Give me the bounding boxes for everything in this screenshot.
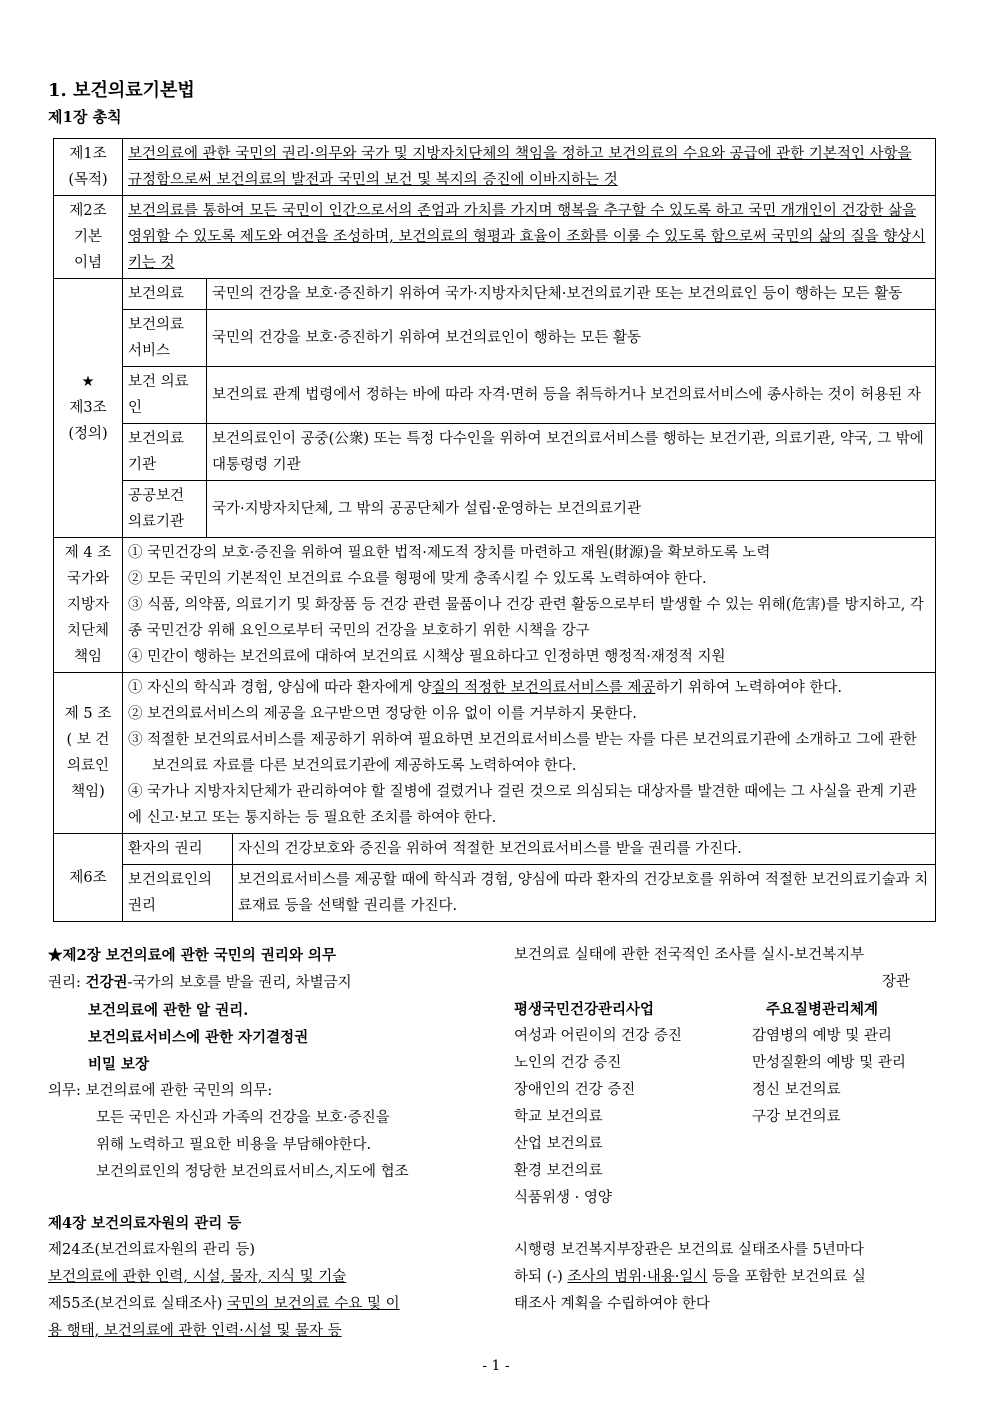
list-item: 정신 보건의료 — [752, 1082, 841, 1098]
article-5-row — [54, 673, 936, 834]
article-text: 보건의료를 통하여 모든 국민이 인간으로서의 존엄과 가치를 가지며 행복을 추구할 수 있도록 하고 국민 개개인이 건강한 삶을 영위할 수 있도록 제도와 여건을 조성하며, 보건의료의 형평과 효율이 조화를 이룰 수 있도록 함으로써 국민의 삶의 질을 향상시키는 것 — [123, 196, 936, 279]
rights-line: 보건의료에 관한 알 권리. — [88, 1002, 249, 1019]
term-cell: 보건의료 기관 — [123, 424, 207, 481]
article-label: 제2조 기본 이념 — [54, 196, 123, 279]
article-label: 제1조 (목적) — [54, 139, 123, 196]
term-cell: 보건의료인의 권리 — [123, 865, 233, 922]
list-item: 학교 보건의료 — [514, 1109, 603, 1125]
list-item: ③ 식품, 의약품, 의료기기 및 화장품 등 건강 관련 물품이나 건강 관련 활동으로부터 발생할 수 있는 위해(危害)를 방지하고, 각종 국민건강 위해 요인으로부터 국민의 건강을 보호하기 위한 시책을 강구 — [128, 597, 924, 639]
article-6-row — [54, 834, 936, 865]
decree-line: 태조사 계획을 수립하여야 한다 — [514, 1296, 710, 1312]
list-item: 식품위생 · 영양 — [514, 1190, 612, 1206]
definition-cell: 보건의료인이 공중(公衆) 또는 특정 다수인을 위하여 보건의료서비스를 행하는 보건기관, 의료기관, 약국, 그 밖에 대통령령 기관 — [207, 424, 936, 481]
article-2-row — [54, 196, 936, 279]
law-table — [53, 138, 936, 922]
list-item: 환경 보건의료 — [514, 1163, 603, 1179]
rights-line: 비밀 보장 — [88, 1056, 150, 1073]
term-cell: 보건의료 — [123, 279, 207, 310]
article-text: 보건의료에 관한 국민의 권리·의무와 국가 및 지방자치단체의 책임을 정하고 보건의료의 수요와 공급에 관한 기본적인 사항을 규정함으로써 보건의료의 발전과 국민의 보건 및 복지의 증진에 이바지하는 것 — [123, 139, 936, 196]
term-cell: 보건 의료인 — [123, 367, 207, 424]
page-title: 1. 보건의료기본법 — [48, 80, 195, 101]
definition-cell: 국민의 건강을 보호·증진하기 위하여 국가·지방자치단체·보건의료기관 또는 보건의료인 등이 행하는 모든 활동 — [207, 279, 936, 310]
duty-line: 모든 국민은 자신과 가족의 건강을 보호·증진을 — [96, 1110, 390, 1126]
article-text — [123, 538, 936, 673]
article-label: ★ 제3조 (정의) — [54, 279, 123, 538]
list-item: ④ 국가나 지방자치단체가 관리하여야 할 질병에 걸렸거나 걸린 것으로 의심되는 대상자를 발견한 때에는 그 사실을 관계 기관에 신고·보고 또는 통지하는 등 필요한 조치를 하여야 한다. — [128, 784, 917, 826]
list-item: 만성질환의 예방 및 관리 — [752, 1055, 906, 1071]
list-item: 감염병의 예방 및 관리 — [752, 1028, 892, 1044]
program-heading: 평생국민건강관리사업 — [514, 1001, 655, 1018]
chapter-heading: 제1장 총칙 — [48, 108, 122, 126]
duty-line: 보건의료인의 정당한 보건의료서비스,지도에 협조 — [96, 1164, 409, 1180]
disease-heading: 주요질병관리체계 — [766, 1001, 879, 1018]
definition-cell: 국민의 건강을 보호·증진하기 위하여 보건의료인이 행하는 모든 활동 — [207, 310, 936, 367]
chapter4-heading: 제4장 보건의료자원의 관리 등 — [48, 1215, 242, 1232]
article-4-row — [54, 538, 936, 673]
term-cell: 공공보건 의료기관 — [123, 481, 207, 538]
article-1-row — [54, 139, 936, 196]
duty-line: 의무: 보건의료에 관한 국민의 의무: — [48, 1083, 273, 1099]
definition-cell: 보건의료 관계 법령에서 정하는 바에 따라 자격·면허 등을 취득하거나 보건의료서비스에 종사하는 것이 허용된 자 — [207, 367, 936, 424]
left-chapter4 — [48, 1210, 488, 1345]
rights-line: 권리: 건강권-국가의 보호를 받을 권리, 차별금지 — [48, 974, 352, 991]
list-item: ① 자신의 학식과 경험, 양심에 따라 환자에게 양질의 적정한 보건의료서비스를 제공하기 위하여 노력하여야 한다. — [128, 680, 842, 696]
list-item: ① 국민건강의 보호·증진을 위하여 필요한 법적·제도적 장치를 마련하고 재원(財源)을 확보하도록 노력 — [128, 545, 771, 561]
list-item: ② 보건의료서비스의 제공을 요구받으면 정당한 이유 없이 이를 거부하지 못한다. — [128, 706, 637, 722]
article-24-text: 보건의료에 관한 인력, 시설, 물자, 지식 및 기술 — [48, 1269, 347, 1285]
list-item: 장애인의 건강 증진 — [514, 1082, 636, 1098]
article-text — [123, 673, 936, 834]
survey-line: 보건의료 실태에 관한 전국적인 조사를 실시-보건복지부 — [514, 947, 865, 963]
disease-list — [752, 1023, 906, 1131]
article-label: 제6조 — [54, 834, 123, 922]
left-column — [48, 942, 518, 1186]
definition-cell: 보건의료서비스를 제공할 때에 학식과 경험, 양심에 따라 환자의 건강보호를 위하여 적절한 보건의료기술과 치료재료 등을 선택할 권리를 가진다. — [233, 865, 936, 922]
list-item: ④ 민간이 행하는 보건의료에 대하여 보건의료 시책상 필요하다고 인정하면 행정적·재정적 지원 — [128, 649, 726, 665]
survey-line: 장관 — [881, 974, 910, 990]
decree-line: 시행령 보건복지부장관은 보건의료 실태조사를 5년마다 — [514, 1242, 864, 1258]
decree-paragraph — [514, 1237, 946, 1318]
article-55-text: 용 행태, 보건의료에 관한 인력·시설 및 물자 등 — [48, 1323, 342, 1339]
list-item: ② 모든 국민의 기본적인 보건의료 수요를 형평에 맞게 충족시킬 수 있도록 노력하여야 한다. — [128, 571, 707, 587]
definition-cell: 자신의 건강보호와 증진을 위하여 적절한 보건의료서비스를 받을 권리를 가진다. — [233, 834, 936, 865]
decree-line: 하되 (-) 조사의 범위·내용·일시 등을 포함한 보건의료 실 — [514, 1269, 866, 1285]
article-55: 제55조(보건의료 실태조사) 국민의 보건의료 수요 및 이 — [48, 1296, 400, 1312]
list-item: ③ 적절한 보건의료서비스를 제공하기 위하여 필요하면 보건의료서비스를 받는 자를 다른 보건의료기관에 소개하고 그에 관한 보건의료 자료를 다른 보건의료기관에 제공하도록 노력하여야 한다. — [128, 732, 917, 774]
duty-line: 위해 노력하고 필요한 비용을 부담해야한다. — [96, 1137, 372, 1153]
list-item: 산업 보건의료 — [514, 1136, 603, 1152]
article-label: 제 4 조 국가와 지방자 치단체 책임 — [54, 538, 123, 673]
list-item: 노인의 건강 증진 — [514, 1055, 622, 1071]
term-cell: 환자의 권리 — [123, 834, 233, 865]
program-list — [514, 1023, 682, 1212]
term-cell: 보건의료 서비스 — [123, 310, 207, 367]
definition-cell: 국가·지방자치단체, 그 밖의 공공단체가 설립·운영하는 보건의료기관 — [207, 481, 936, 538]
right-column — [514, 942, 946, 996]
list-item: 구강 보건의료 — [752, 1109, 841, 1125]
chapter2-heading: ★제2장 보건의료에 관한 국민의 권리와 의무 — [48, 947, 336, 964]
article-3-row — [54, 279, 936, 310]
rights-line: 보건의료서비스에 관한 자기결정권 — [88, 1029, 309, 1046]
page-number: - 1 - — [482, 1358, 510, 1374]
list-item: 여성과 어린이의 건강 증진 — [514, 1028, 682, 1044]
article-24: 제24조(보건의료자원의 관리 등) — [48, 1242, 256, 1258]
article-label: 제 5 조 ( 보 건 의료인 책임) — [54, 673, 123, 834]
star-icon: ★ — [81, 374, 95, 390]
